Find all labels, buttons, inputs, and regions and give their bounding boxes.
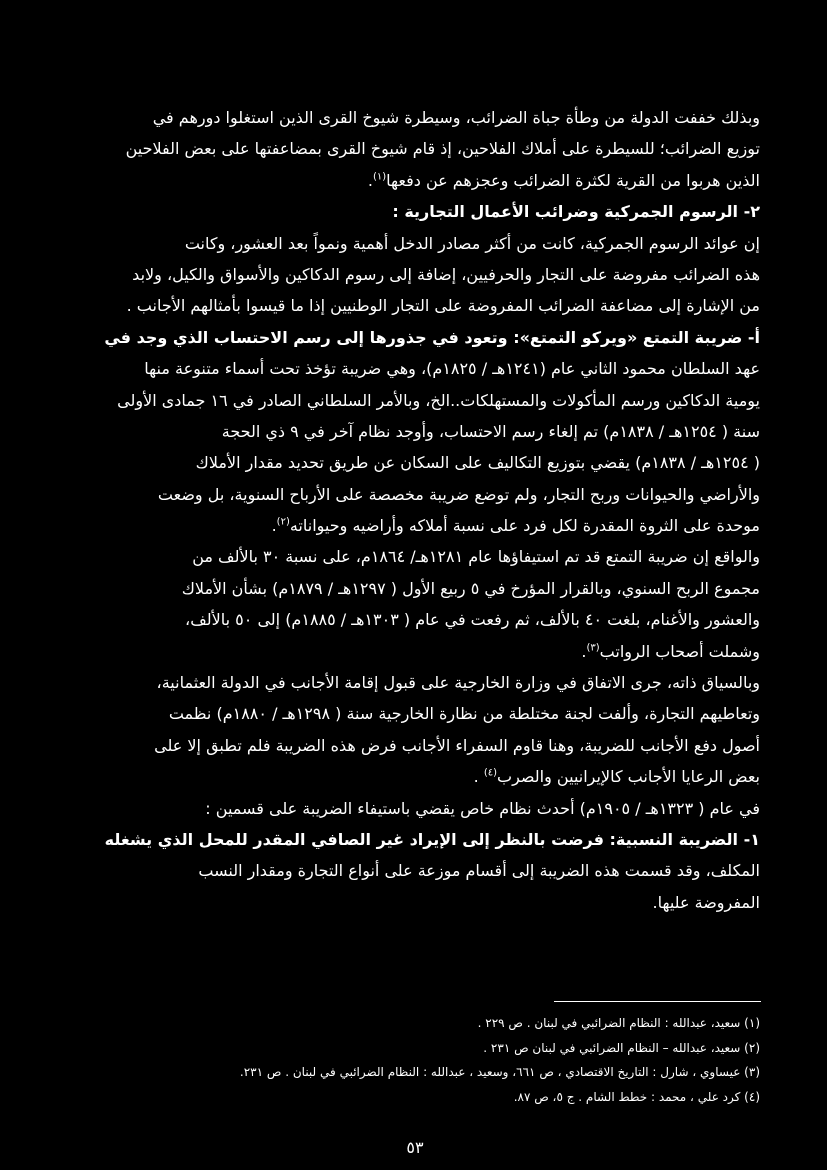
text-line: من الإشارة إلى مضاعفة الضرائب المفروضة على التجار الوطنيين إذا ما قيسوا بأمثالهم الأجانب . [126,296,760,316]
footnote-ref: (٤) [483,767,498,779]
footnote: (٢) سعيد، عبدالله – النظام الضرائبي في لبنان ص ٢٣١ . [483,1040,760,1055]
text-line: يومية الدكاكين ورسم المأكولات والمستهلكات..الخ، وبالأمر السلطاني الصادر في ١٦ جمادى الأولى [117,390,760,410]
footnote-divider [554,1001,761,1002]
footnotes [96,1011,760,1109]
text-line: المكلف، وقد قسمت هذه الضريبة إلى أقسام موزعة على أنواع التجارة ومقدار النسب [198,861,760,881]
text-line: إن عوائد الرسوم الجمركية، كانت من أكثر مصادر الدخل أهمية ونمواً بعد العشور، وكانت [184,233,760,253]
text-line: في عام ( ١٣٢٣هـ / ١٩٠٥م) أحدث نظام خاص يقضي باستيفاء الضريبة على قسمين : [205,798,760,818]
subsection-heading: أ- ضريبة التمتع «ويركو التمتع»: وتعود في جذورها إلى رسم الاحتساب الذي وجد في [104,327,760,347]
text-line: عهد السلطان محمود الثاني عام (١٢٤١هـ / ١٨٢٥م)، وهي ضريبة تؤخذ تحت أسماء متنوعة منها [144,359,760,379]
text-line: توزيع الضرائب؛ للسيطرة على أملاك الفلاحين، إذ قام شيوخ القرى بمضاعفتها على بعض الفلاحين [125,139,760,159]
text-line: والعشور والأغنام، بلغت ٤٠ بالألف، ثم رفعت في عام ( ١٣٠٣هـ / ١٨٨٥م) إلى ٥٠ بالألف، [185,610,760,630]
section-heading: ٢- الرسوم الجمركية وضرائب الأعمال التجارية : [392,202,760,222]
text-line: وبذلك خففت الدولة من وطأة جباة الضرائب، وسيطرة شيوخ القرى الذين استغلوا دورهم في [152,108,760,127]
text-line: بعض الرعايا الأجانب كالإيرانيين والصرب$^{(٤)}$ . [473,767,760,787]
text-line: الذين هربوا من القرية لكثرة الضرائب وعجزهم عن دفعها$^{(١)}$. [367,170,760,190]
body-text [96,102,760,918]
text-line: وشملت أصحاب الرواتب$^{(٣)}$. [581,641,760,661]
text-line: أصول دفع الأجانب للضريبة، وهنا قاوم السفراء الأجانب فرض هذه الضريبة فلم تطبق إلا على [154,735,760,755]
footnote: (١) سعيد، عبدالله : النظام الضرائبي في لبنان . ص ٢٢٩ . [477,1016,760,1030]
text-line: وبالسياق ذاته، جرى الاتفاق في وزارة الخارجية على قبول إقامة الأجانب في الدولة العثمانية، [156,673,760,693]
text-line: مجموع الربح السنوي، وبالقرار المؤرخ في ٥ ربيع الأول ( ١٢٩٧هـ / ١٨٧٩م) بشأن الأملاك [181,578,760,598]
footnote-ref: (٣) [586,642,600,654]
text-line: ( ١٢٥٤هـ / ١٨٣٨م) يقضي بتوزيع التكاليف على السكان عن طريق تحديد مقدار الأملاك [195,453,760,473]
footnote-ref: (١) [372,171,387,183]
footnote: (٣) عيساوي ، شارل : التاريخ الاقتصادي ، ص ٦٦١، وسعيد ، عبدالله : النظام الضرائبي في لبنان . ص ٢٣١. [239,1065,760,1079]
text-line: وتعاطيهم التجارة، وألفت لجنة مختلطة من نظارة الخارجية سنة ( ١٢٩٨هـ / ١٨٨٠م) نظمت [168,704,760,724]
footnote-ref: (٢) [276,516,290,528]
text-line: هذه الضرائب مفروضة على التجار والحرفيين، إضافة إلى رسوم الدكاكين والأسواق والكيل، ولابد [132,264,760,284]
text-line: سنة ( ١٢٥٤هـ / ١٨٣٨م) تم إلغاء رسم الاحتساب، وأوجد نظام آخر في ٩ ذي الحجة [221,421,760,441]
text-line: موحدة على الثروة المقدرة لكل فرد على نسبة أملاكه وأراضيه وحيواناته$^{(٢)}$. [271,516,760,536]
text-line: المفروضة عليها. [652,892,760,912]
footnote: (٤) كرد علي ، محمد : خطط الشام . ج ٥، ص ٨٧. [513,1089,760,1104]
text-line: والأراضي والحيوانات وربح التجار، ولم توضع ضريبة مخصصة على الأرباح السنوية، بل وضعت [157,484,760,504]
text-line: والواقع إن ضريبة التمتع قد تم استيفاؤها عام ١٢٨١هـ/ ١٨٦٤م، على نسبة ٣٠ بالألف من [192,547,760,567]
page-number: ٥٣ [406,1138,424,1157]
list-item: ١- الضريبة النسبية: فرضت بالنظر إلى الإيراد غير الصافي المقدر للمحل الذي يشغله [104,829,760,849]
